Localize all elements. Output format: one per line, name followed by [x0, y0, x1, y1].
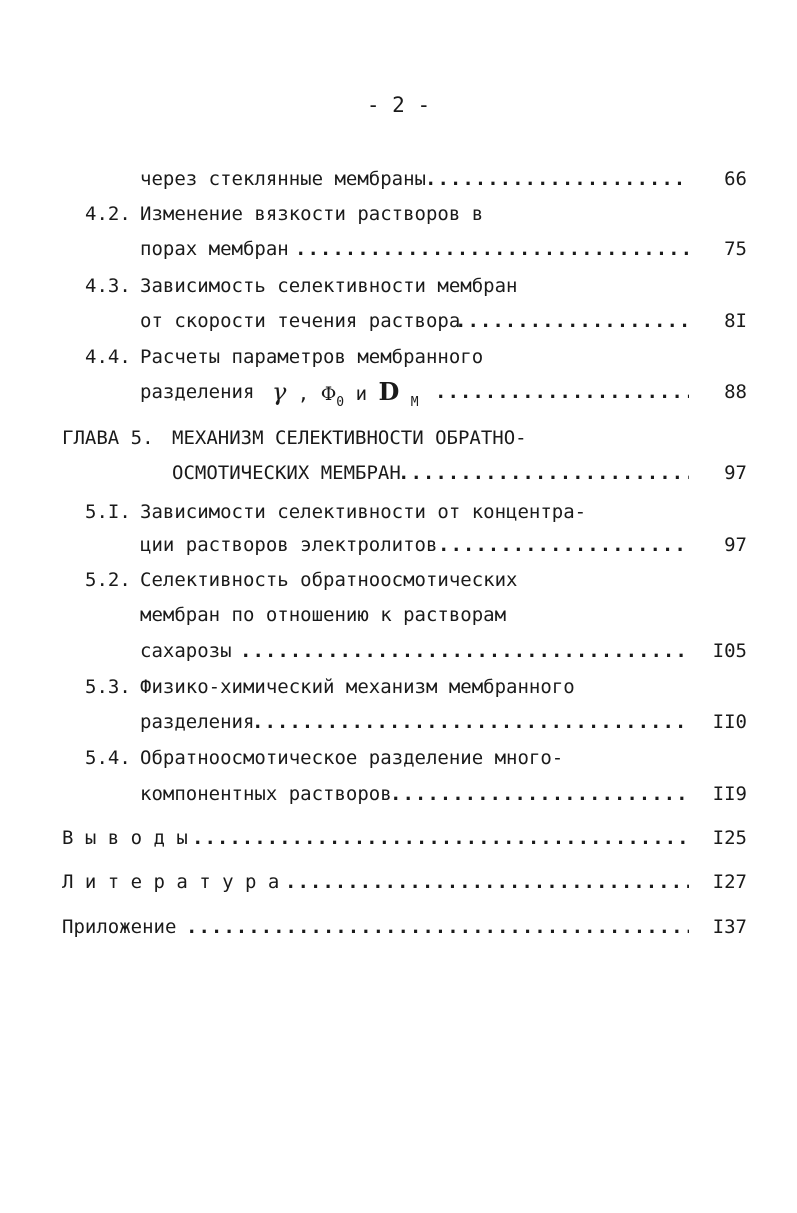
dot-leader — [252, 710, 689, 734]
toc-entry-line: В ы в о д ы — [62, 827, 188, 849]
dot-leader — [398, 461, 689, 485]
chapter-title-line: ОСМОТИЧЕСКИХ МЕМБРАН — [172, 462, 401, 484]
page-number: - 2 - — [366, 93, 431, 117]
dot-leader — [390, 782, 689, 806]
chapter-number: ГЛАВА 5. — [62, 427, 154, 449]
toc-page-number: I37 — [712, 916, 747, 938]
toc-page-number: I25 — [712, 827, 747, 849]
toc-entry-line: через стеклянные мембраны — [140, 168, 426, 190]
toc-page-number: I27 — [712, 871, 747, 893]
toc-entry-line: Зависимость селективности мембран — [140, 275, 518, 297]
toc-entry-line: разделения — [140, 381, 255, 403]
d-symbol: D — [378, 377, 400, 406]
toc-page-number: 88 — [724, 381, 747, 403]
toc-entry-line: Физико-химический механизм мембранного — [140, 676, 575, 698]
dot-leader — [435, 380, 689, 404]
section-number: 4.2. — [85, 203, 131, 225]
dot-leader — [438, 533, 689, 557]
toc-entry-line: Л и т е р а т у р а — [62, 871, 280, 893]
dot-leader — [285, 870, 689, 894]
dot-leader — [240, 639, 689, 663]
section-number: 5.4. — [85, 747, 131, 769]
d-subscript: М — [410, 395, 419, 410]
chapter-title-line: МЕХАНИЗМ СЕЛЕКТИВНОСТИ ОБРАТНО- — [172, 427, 527, 449]
toc-page-number: I05 — [712, 640, 747, 662]
dot-leader — [186, 915, 689, 939]
section-number: 4.3. — [85, 275, 131, 297]
toc-entry-line: порах мембран — [140, 238, 289, 260]
toc-entry-line: Расчеты параметров мембранного — [140, 346, 484, 368]
toc-page-number: II9 — [712, 783, 747, 805]
toc-entry-line: ции растворов электролитов — [140, 534, 438, 556]
toc-entry-line: сахарозы — [140, 640, 232, 662]
toc-page-number: 75 — [724, 238, 747, 260]
dot-leader — [295, 237, 689, 261]
section-number: 5.3. — [85, 676, 131, 698]
toc-entry-line: Изменение вязкости растворов в — [140, 203, 484, 225]
toc-page-number: II0 — [712, 711, 747, 733]
gamma-symbol: γ — [272, 378, 287, 406]
phi-symbol: Φ — [320, 383, 337, 405]
dot-leader — [425, 167, 689, 191]
toc-entry-line: от скорости течения раствора — [140, 310, 461, 332]
toc-page-number: 8I — [724, 310, 747, 332]
toc-entry-line: Приложение — [62, 916, 177, 938]
section-number: 4.4. — [85, 346, 131, 368]
dot-leader — [455, 309, 689, 333]
toc-entry-line: компонентных растворов — [140, 783, 392, 805]
dot-leader — [192, 826, 689, 850]
toc-entry-line: мембран по отношению к растворам — [140, 604, 507, 626]
toc-entry-line: Зависимости селективности от концентра- — [140, 501, 587, 523]
section-number: 5.I. — [85, 501, 131, 523]
toc-page-number: 97 — [724, 462, 747, 484]
toc-page-number: 97 — [724, 534, 747, 556]
formula — [272, 377, 419, 415]
phi-subscript: 0 — [336, 395, 345, 410]
toc-entry-line: Селективность обратноосмотических — [140, 569, 518, 591]
toc-entry-line: разделения — [140, 711, 255, 733]
toc-page-number: 66 — [724, 168, 747, 190]
formula-comma: , — [297, 383, 310, 405]
formula-and: и — [355, 383, 368, 405]
toc-entry-line: Обратноосмотическое разделение много- — [140, 747, 564, 769]
section-number: 5.2. — [85, 569, 131, 591]
